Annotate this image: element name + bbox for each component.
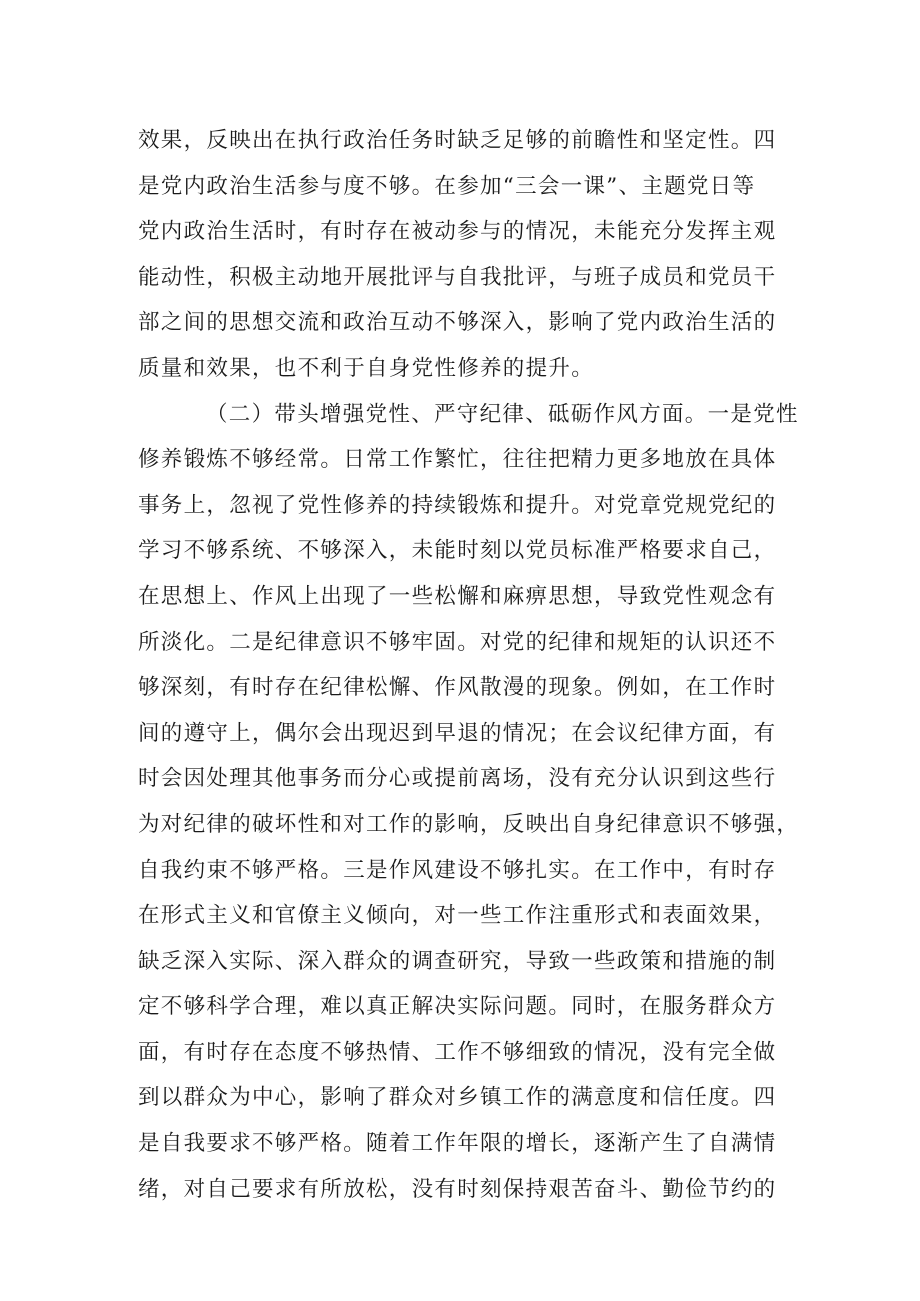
text-line: 时会因处理其他事务而分心或提前离场，没有充分认识到这些行 — [138, 766, 777, 792]
text-line: 是自我要求不够严格。随着工作年限的增长，逐渐产生了自满情 — [138, 1131, 777, 1157]
text-line: 事务上，忽视了党性修养的持续锻炼和提升。对党章党规党纪的 — [138, 492, 777, 518]
text-line: 是党内政治生活参与度不够。在参加“三会一课”、主题党日等 — [138, 173, 756, 199]
text-line: 面，有时存在态度不够热情、工作不够细致的情况，没有完全做 — [138, 1039, 777, 1065]
section-heading-line: （二）带头增强党性、严守纪律、砥砺作风方面。一是党性 — [206, 401, 799, 427]
text-line: 学习不够系统、不够深入，未能时刻以党员标准严格要求自己， — [138, 538, 777, 564]
text-line: 部之间的思想交流和政治互动不够深入，影响了党内政治生活的 — [138, 310, 777, 336]
text-line: 效果，反映出在执行政治任务时缺乏足够的前瞻性和坚定性。四 — [138, 128, 777, 153]
text-line: 所淡化。二是纪律意识不够牢固。对党的纪律和规矩的认识还不 — [138, 629, 777, 655]
body-text — [138, 118, 798, 1212]
text-line: 缺乏深入实际、深入群众的调查研究，导致一些政策和措施的制 — [138, 948, 777, 974]
text-line: 在形式主义和官僚主义倾向，对一些工作注重形式和表面效果， — [138, 903, 777, 929]
text-line: 在思想上、作风上出现了一些松懈和麻痹思想，导致党性观念有 — [138, 583, 777, 609]
text-line: 质量和效果，也不利于自身党性修养的提升。 — [138, 355, 595, 381]
text-line: 定不够科学合理，难以真正解决实际问题。同时，在服务群众方 — [138, 994, 777, 1020]
text-line: 够深刻，有时存在纪律松懈、作风散漫的现象。例如，在工作时 — [138, 675, 777, 701]
text-line: 修养锻炼不够经常。日常工作繁忙，往往把精力更多地放在具体 — [138, 447, 777, 473]
text-line: 自我约束不够严格。三是作风建设不够扎实。在工作中，有时存 — [138, 857, 777, 883]
text-line: 为对纪律的破坏性和对工作的影响，反映出自身纪律意识不够强， — [138, 811, 800, 837]
text-line: 间的遵守上，偶尔会出现迟到早退的情况；在会议纪律方面，有 — [138, 720, 777, 746]
text-line: 到以群众为中心，影响了群众对乡镇工作的满意度和信任度。四 — [138, 1085, 777, 1111]
text-line: 绪，对自己要求有所放松，没有时刻保持艰苦奋斗、勤俭节约的 — [138, 1176, 777, 1202]
text-line: 能动性，积极主动地开展批评与自我批评，与班子成员和党员干 — [138, 264, 777, 290]
text-line: 党内政治生活时，有时存在被动参与的情况，未能充分发挥主观 — [138, 219, 777, 245]
